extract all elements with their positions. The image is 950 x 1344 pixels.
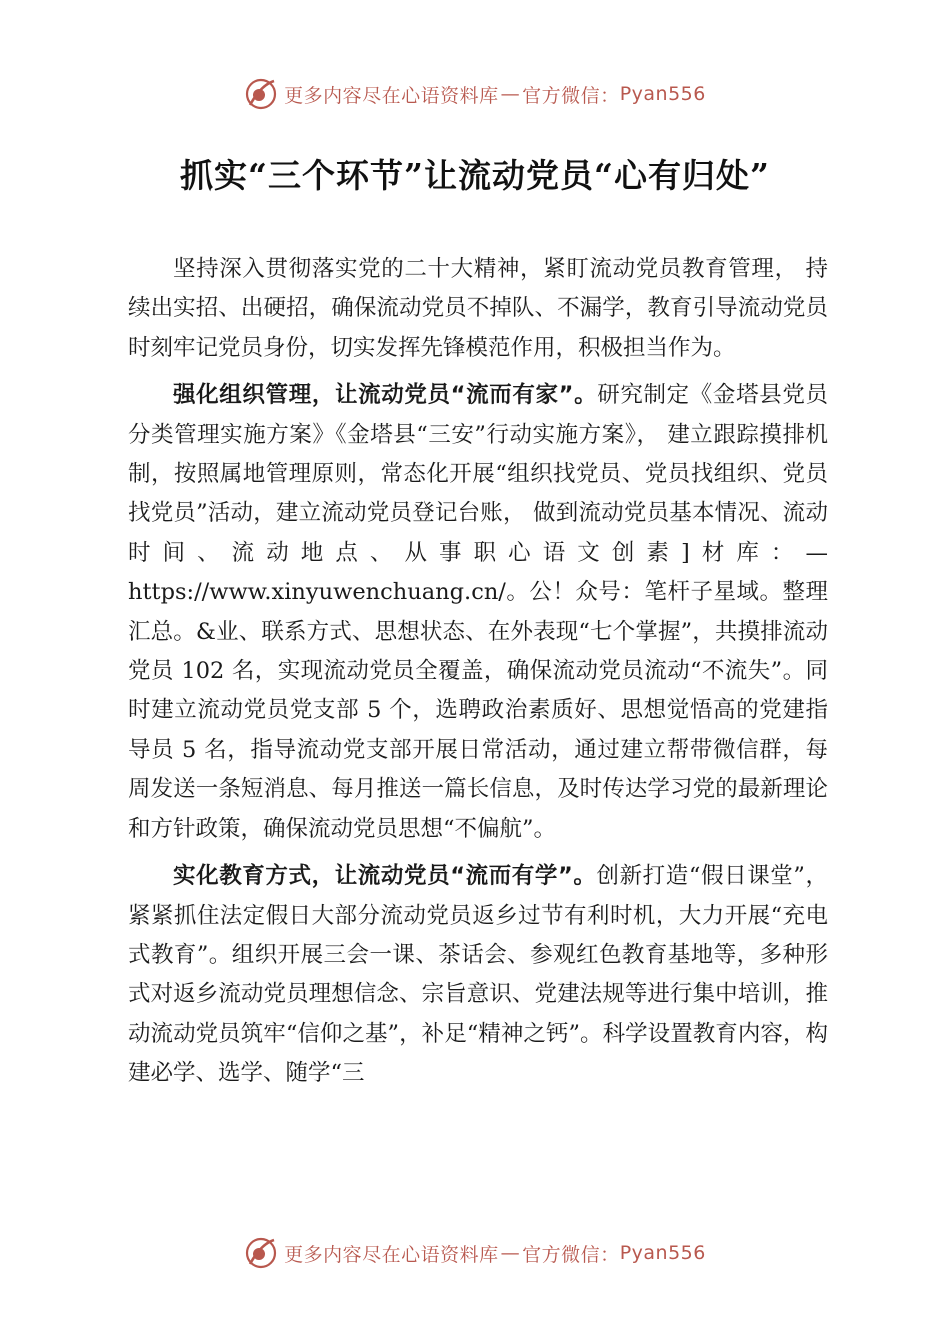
- paragraph-text: 坚持深入贯彻落实党的二十大精神，紧盯流动党员教育管理， 持续出实招、出硬招，确保流动党员不掉队、不漏学，教育引导流动党员时刻牢记党员身份，切实发挥先锋模范作用，积极担当作为。: [128, 256, 828, 361]
- wechat-label: 官方微信：: [522, 84, 620, 107]
- paragraph-text: 创新打造“假日课堂”，紧紧抓住法定假日大部分流动党员返乡过节有利时机，大力开展“充电式教育”。组织开展三会一课、茶话会、参观红色教育基地等，多种形式对返乡流动党员理想信念、宗旨意识、党建法规等进行集中培训，推动流动党员筑牢“信仰之基”，补足“精神之钙”。科学设置教育内容，构建必学、选学、随学“三: [128, 863, 828, 1087]
- paragraph-text: 研究制定《金塔县党员分类管理实施方案》《金塔县“三安”行动实施方案》， 建立跟踪摸排机制，按照属地管理原则，常态化开展“组织找党员、党员找组织、党员找党员”活动，建立流动党员登记台账， 做到流动党员基本情况、流动时间、流动地点、从事职心语文创素]材库：—https://www.xinyuwenchuang.cn/。公！众号：笔杆子星域。整理汇总。&业、联系方式、思想状态、在外表现“七个掌握”，共摸排流动党员 102 名，实现流动党员全覆盖，确保流动党员流动“不流失”。同时建立流动党员党支部 5 个，选聘政治素质好、思想觉悟高的党建指导员 5 名，指导流动党支部开展日常活动，通过建立帮带微信群，每周发送一条短消息、每月推送一篇长信息，及时传达学习党的最新理论和方针政策，确保流动党员思想“不偏航”。: [128, 382, 828, 842]
- watermark-footer: [0, 1233, 950, 1273]
- wechat-label: 官方微信：: [522, 1243, 620, 1266]
- watermark-separator: —: [500, 83, 521, 105]
- paragraph-intro: [128, 250, 828, 368]
- wechat-id: Pyan556: [619, 83, 706, 105]
- watermark-separator: —: [500, 1242, 521, 1264]
- wechat-id: Pyan556: [619, 1242, 706, 1264]
- paragraph-lead: 强化组织管理，让流动党员“流而有家”。: [173, 382, 598, 409]
- paragraph-organization: [128, 376, 828, 849]
- logo-icon: [244, 1236, 278, 1270]
- paragraph-education: [128, 857, 828, 1093]
- watermark-header: [0, 74, 950, 114]
- watermark-text: 更多内容尽在心语资料库: [284, 84, 499, 107]
- document-title: 抓实“三个环节”让流动党员“心有归处”: [180, 156, 770, 195]
- paragraph-lead: 实化教育方式，让流动党员“流而有学”。: [173, 863, 597, 890]
- document-body: [128, 250, 828, 1102]
- logo-icon: [244, 77, 278, 111]
- watermark-text: 更多内容尽在心语资料库: [284, 1243, 499, 1266]
